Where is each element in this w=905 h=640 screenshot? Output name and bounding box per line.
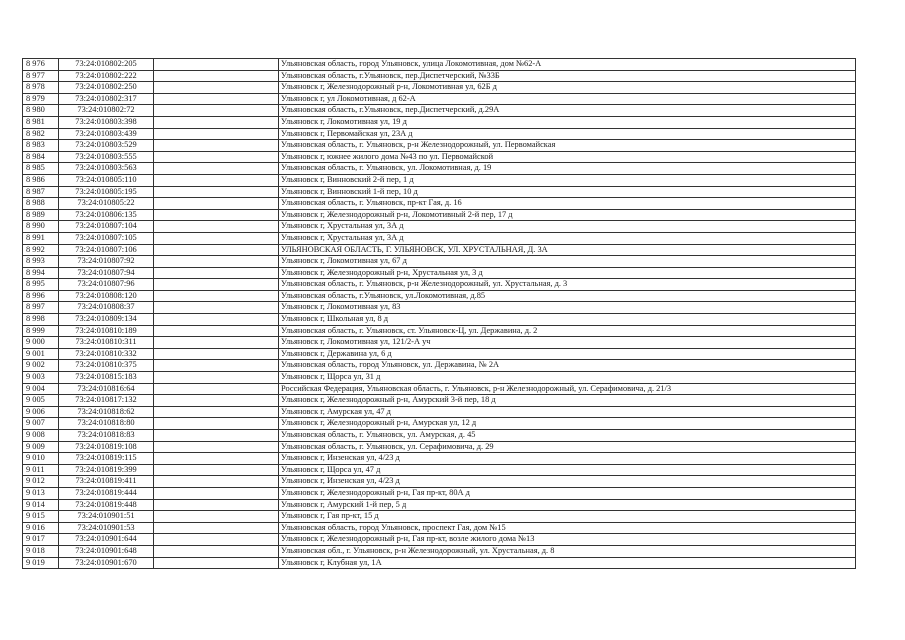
cadastral-number: 73:24:010803:563 <box>59 163 154 175</box>
empty-cell <box>154 534 279 546</box>
table-row <box>23 290 856 302</box>
empty-cell <box>154 545 279 557</box>
row-number: 9 004 <box>23 383 59 395</box>
table-row <box>23 406 856 418</box>
cadastral-number: 73:24:010901:670 <box>59 557 154 569</box>
table-row <box>23 70 856 82</box>
address: Ульяновская область, г.Ульяновск, пер.Диспетчерский, д.29А <box>279 105 856 117</box>
table-row <box>23 151 856 163</box>
table-row <box>23 314 856 326</box>
row-number: 9 018 <box>23 545 59 557</box>
cadastral-number: 73:24:010810:189 <box>59 325 154 337</box>
address: Ульяновск г, Амурский 1-й пер, 5 д <box>279 499 856 511</box>
empty-cell <box>154 348 279 360</box>
cadastral-number: 73:24:010809:134 <box>59 314 154 326</box>
address: Ульяновск г, Амурская ул, 47 д <box>279 406 856 418</box>
cadastral-number: 73:24:010807:104 <box>59 221 154 233</box>
empty-cell <box>154 163 279 175</box>
empty-cell <box>154 82 279 94</box>
table-row <box>23 198 856 210</box>
address: Ульяновск г, Железнодорожный р-н, Гая пр-кт, 80А д <box>279 487 856 499</box>
table-row <box>23 499 856 511</box>
empty-cell <box>154 337 279 349</box>
empty-cell <box>154 406 279 418</box>
empty-cell <box>154 302 279 314</box>
row-number: 9 016 <box>23 522 59 534</box>
address: Ульяновск г, Школьная ул, 8 д <box>279 314 856 326</box>
cadastral-number: 73:24:010807:92 <box>59 256 154 268</box>
cadastral-number: 73:24:010817:132 <box>59 395 154 407</box>
cadastral-number: 73:24:010819:115 <box>59 453 154 465</box>
table-row <box>23 93 856 105</box>
cadastral-number: 73:24:010818:80 <box>59 418 154 430</box>
cadastral-number: 73:24:010802:317 <box>59 93 154 105</box>
cadastral-number: 73:24:010818:83 <box>59 430 154 442</box>
cadastral-number: 73:24:010805:195 <box>59 186 154 198</box>
empty-cell <box>154 93 279 105</box>
table-row <box>23 360 856 372</box>
row-number: 9 013 <box>23 487 59 499</box>
address: Ульяновск г, Локомотивная ул, 67 д <box>279 256 856 268</box>
row-number: 8 979 <box>23 93 59 105</box>
empty-cell <box>154 198 279 210</box>
address: Ульяновская область, г. Ульяновск, ул. Серафимовича, д. 29 <box>279 441 856 453</box>
cadastral-number: 73:24:010806:135 <box>59 209 154 221</box>
empty-cell <box>154 279 279 291</box>
empty-cell <box>154 557 279 569</box>
row-number: 9 010 <box>23 453 59 465</box>
row-number: 9 002 <box>23 360 59 372</box>
table-row <box>23 441 856 453</box>
row-number: 8 991 <box>23 232 59 244</box>
row-number: 8 983 <box>23 140 59 152</box>
empty-cell <box>154 221 279 233</box>
cadastral-number: 73:24:010803:398 <box>59 116 154 128</box>
row-number: 8 986 <box>23 174 59 186</box>
address: Ульяновск г, Первомайская ул, 23А д <box>279 128 856 140</box>
row-number: 9 003 <box>23 372 59 384</box>
row-number: 9 014 <box>23 499 59 511</box>
empty-cell <box>154 395 279 407</box>
empty-cell <box>154 476 279 488</box>
empty-cell <box>154 372 279 384</box>
row-number: 8 984 <box>23 151 59 163</box>
address: Ульяновск г, Локомотивная ул, 83 <box>279 302 856 314</box>
table-row <box>23 128 856 140</box>
address: Ульяновская область, г. Ульяновск, р-н Железнодорожный, ул. Хрустальная, д. 3 <box>279 279 856 291</box>
row-number: 9 006 <box>23 406 59 418</box>
empty-cell <box>154 430 279 442</box>
address: Российская Федерация, Ульяновская область, г. Ульяновск, р-н Железнодорожный, ул. Серафимовича, д. 21/3 <box>279 383 856 395</box>
row-number: 9 007 <box>23 418 59 430</box>
cadastral-number: 73:24:010819:411 <box>59 476 154 488</box>
cadastral-number: 73:24:010819:108 <box>59 441 154 453</box>
row-number: 8 985 <box>23 163 59 175</box>
cadastral-number: 73:24:010818:62 <box>59 406 154 418</box>
table-row <box>23 279 856 291</box>
table-row <box>23 140 856 152</box>
address: УЛЬЯНОВСКАЯ ОБЛАСТЬ, Г. УЛЬЯНОВСК, УЛ. ХРУСТАЛЬНАЯ, Д. 3А <box>279 244 856 256</box>
table-row <box>23 267 856 279</box>
cadastral-number: 73:24:010810:332 <box>59 348 154 360</box>
cadastral-number: 73:24:010808:37 <box>59 302 154 314</box>
address: Ульяновская область, г. Ульяновск, ст. Ульяновск-Ц, ул. Державина, д. 2 <box>279 325 856 337</box>
row-number: 8 998 <box>23 314 59 326</box>
row-number: 8 978 <box>23 82 59 94</box>
address: Ульяновск г, Инзенская ул, 4/23 д <box>279 476 856 488</box>
cadastral-number: 73:24:010819:399 <box>59 464 154 476</box>
table-row <box>23 372 856 384</box>
empty-cell <box>154 314 279 326</box>
address: Ульяновск г, Державина ул, 6 д <box>279 348 856 360</box>
address: Ульяновск г, ул Локомотивная, д 62-А <box>279 93 856 105</box>
row-number: 9 001 <box>23 348 59 360</box>
cadastral-number: 73:24:010807:96 <box>59 279 154 291</box>
address: Ульяновск г, Хрустальная ул, 3А д <box>279 232 856 244</box>
table-row <box>23 163 856 175</box>
table-row <box>23 174 856 186</box>
empty-cell <box>154 186 279 198</box>
address: Ульяновск г, Щорса ул, 31 д <box>279 372 856 384</box>
cadastral-number: 73:24:010808:120 <box>59 290 154 302</box>
row-number: 9 000 <box>23 337 59 349</box>
address: Ульяновск г, Щорса ул, 47 д <box>279 464 856 476</box>
row-number: 8 997 <box>23 302 59 314</box>
empty-cell <box>154 453 279 465</box>
empty-cell <box>154 464 279 476</box>
cadastral-number: 73:24:010807:106 <box>59 244 154 256</box>
table-row <box>23 209 856 221</box>
empty-cell <box>154 232 279 244</box>
empty-cell <box>154 70 279 82</box>
row-number: 8 993 <box>23 256 59 268</box>
cadastral-number: 73:24:010802:222 <box>59 70 154 82</box>
empty-cell <box>154 511 279 523</box>
empty-cell <box>154 105 279 117</box>
empty-cell <box>154 174 279 186</box>
row-number: 9 015 <box>23 511 59 523</box>
address: Ульяновская область, город Ульяновск, ул. Державина, № 2А <box>279 360 856 372</box>
cadastral-number: 73:24:010901:51 <box>59 511 154 523</box>
empty-cell <box>154 522 279 534</box>
row-number: 8 980 <box>23 105 59 117</box>
cadastral-number: 73:24:010803:439 <box>59 128 154 140</box>
address: Ульяновск г, Железнодорожный р-н, Гая пр-кт, возле жилого дома №13 <box>279 534 856 546</box>
cadastral-number: 73:24:010816:64 <box>59 383 154 395</box>
cadastral-number: 73:24:010901:53 <box>59 522 154 534</box>
table-row <box>23 337 856 349</box>
cadastral-number: 73:24:010802:250 <box>59 82 154 94</box>
empty-cell <box>154 360 279 372</box>
address: Ульяновск г, Железнодорожный р-н, Амурский 3-й пер, 18 д <box>279 395 856 407</box>
address: Ульяновск г, Железнодорожный р-н, Хрустальная ул, 3 д <box>279 267 856 279</box>
empty-cell <box>154 267 279 279</box>
table-row <box>23 557 856 569</box>
cadastral-number: 73:24:010810:375 <box>59 360 154 372</box>
address: Ульяновская область, г. Ульяновск, ул. Локомотивная, д. 19 <box>279 163 856 175</box>
table-row <box>23 59 856 71</box>
row-number: 9 008 <box>23 430 59 442</box>
empty-cell <box>154 383 279 395</box>
row-number: 8 992 <box>23 244 59 256</box>
row-number: 9 017 <box>23 534 59 546</box>
address: Ульяновск г, Железнодорожный р-н, Локомотивный 2-й пер, 17 д <box>279 209 856 221</box>
empty-cell <box>154 209 279 221</box>
empty-cell <box>154 151 279 163</box>
row-number: 8 987 <box>23 186 59 198</box>
table-row <box>23 511 856 523</box>
row-number: 8 976 <box>23 59 59 71</box>
address: Ульяновская область, г. Ульяновск, ул. Амурская, д. 45 <box>279 430 856 442</box>
address: Ульяновск г, южнее жилого дома №43 по ул. Первомайской <box>279 151 856 163</box>
table-row <box>23 221 856 233</box>
empty-cell <box>154 244 279 256</box>
address: Ульяновск г, Железнодорожный р-н, Локомотивная ул, 62Б д <box>279 82 856 94</box>
cadastral-number: 73:24:010815:183 <box>59 372 154 384</box>
cadastral-number: 73:24:010803:555 <box>59 151 154 163</box>
address: Ульяновск г, Железнодорожный р-н, Амурская ул, 12 д <box>279 418 856 430</box>
cadastral-table <box>22 58 856 569</box>
address: Ульяновск г, Винновский 2-й пер, 1 д <box>279 174 856 186</box>
address: Ульяновская область, город Ульяновск, проспект Гая, дом №15 <box>279 522 856 534</box>
table-row <box>23 116 856 128</box>
row-number: 9 012 <box>23 476 59 488</box>
row-number: 8 999 <box>23 325 59 337</box>
cadastral-number: 73:24:010803:529 <box>59 140 154 152</box>
table-row <box>23 256 856 268</box>
address: Ульяновская область, г. Ульяновск, пр-кт Гая, д. 16 <box>279 198 856 210</box>
empty-cell <box>154 128 279 140</box>
empty-cell <box>154 59 279 71</box>
address: Ульяновская область, город Ульяновск, улица Локомотивная, дом №62-А <box>279 59 856 71</box>
row-number: 8 977 <box>23 70 59 82</box>
table-row <box>23 302 856 314</box>
empty-cell <box>154 290 279 302</box>
address: Ульяновск г, Инзенская ул, 4/23 д <box>279 453 856 465</box>
row-number: 8 994 <box>23 267 59 279</box>
cadastral-number: 73:24:010802:72 <box>59 105 154 117</box>
empty-cell <box>154 116 279 128</box>
row-number: 8 988 <box>23 198 59 210</box>
document-table-wrapper <box>22 58 856 569</box>
cadastral-number: 73:24:010807:94 <box>59 267 154 279</box>
cadastral-number: 73:24:010805:22 <box>59 198 154 210</box>
row-number: 8 996 <box>23 290 59 302</box>
row-number: 8 989 <box>23 209 59 221</box>
row-number: 9 009 <box>23 441 59 453</box>
row-number: 8 982 <box>23 128 59 140</box>
address: Ульяновская область, г. Ульяновск, р-н Железнодорожный, ул. Первомайская <box>279 140 856 152</box>
cadastral-number: 73:24:010805:110 <box>59 174 154 186</box>
empty-cell <box>154 441 279 453</box>
table-row <box>23 418 856 430</box>
empty-cell <box>154 325 279 337</box>
cadastral-number: 73:24:010901:648 <box>59 545 154 557</box>
empty-cell <box>154 487 279 499</box>
table-row <box>23 105 856 117</box>
row-number: 8 990 <box>23 221 59 233</box>
table-body <box>23 59 856 569</box>
cadastral-number: 73:24:010810:311 <box>59 337 154 349</box>
row-number: 9 019 <box>23 557 59 569</box>
table-row <box>23 348 856 360</box>
table-row <box>23 244 856 256</box>
address: Ульяновск г, Локомотивная ул, 121/2-А уч <box>279 337 856 349</box>
table-row <box>23 476 856 488</box>
row-number: 8 995 <box>23 279 59 291</box>
cadastral-number: 73:24:010819:444 <box>59 487 154 499</box>
cadastral-number: 73:24:010802:205 <box>59 59 154 71</box>
empty-cell <box>154 418 279 430</box>
empty-cell <box>154 499 279 511</box>
table-row <box>23 395 856 407</box>
table-row <box>23 325 856 337</box>
row-number: 8 981 <box>23 116 59 128</box>
address: Ульяновск г, Хрустальная ул, 3А д <box>279 221 856 233</box>
cadastral-number: 73:24:010901:644 <box>59 534 154 546</box>
address: Ульяновск г, Локомотивная ул, 19 д <box>279 116 856 128</box>
table-row <box>23 522 856 534</box>
address: Ульяновская область, г.Ульяновск, пер.Диспетчерский, №33Б <box>279 70 856 82</box>
cadastral-number: 73:24:010807:105 <box>59 232 154 244</box>
table-row <box>23 545 856 557</box>
table-row <box>23 453 856 465</box>
table-row <box>23 464 856 476</box>
empty-cell <box>154 140 279 152</box>
table-row <box>23 534 856 546</box>
table-row <box>23 487 856 499</box>
table-row <box>23 82 856 94</box>
address: Ульяновская обл., г. Ульяновск, р-н Железнодорожный, ул. Хрустальная, д. 8 <box>279 545 856 557</box>
empty-cell <box>154 256 279 268</box>
address: Ульяновск г, Винновский 1-й пер, 10 д <box>279 186 856 198</box>
table-row <box>23 232 856 244</box>
address: Ульяновская область, г.Ульяновск, ул.Локомотивная, д.85 <box>279 290 856 302</box>
row-number: 9 011 <box>23 464 59 476</box>
cadastral-number: 73:24:010819:448 <box>59 499 154 511</box>
table-row <box>23 383 856 395</box>
row-number: 9 005 <box>23 395 59 407</box>
table-row <box>23 186 856 198</box>
address: Ульяновск г, Гая пр-кт, 15 д <box>279 511 856 523</box>
table-row <box>23 430 856 442</box>
address: Ульяновск г, Клубная ул, 1А <box>279 557 856 569</box>
